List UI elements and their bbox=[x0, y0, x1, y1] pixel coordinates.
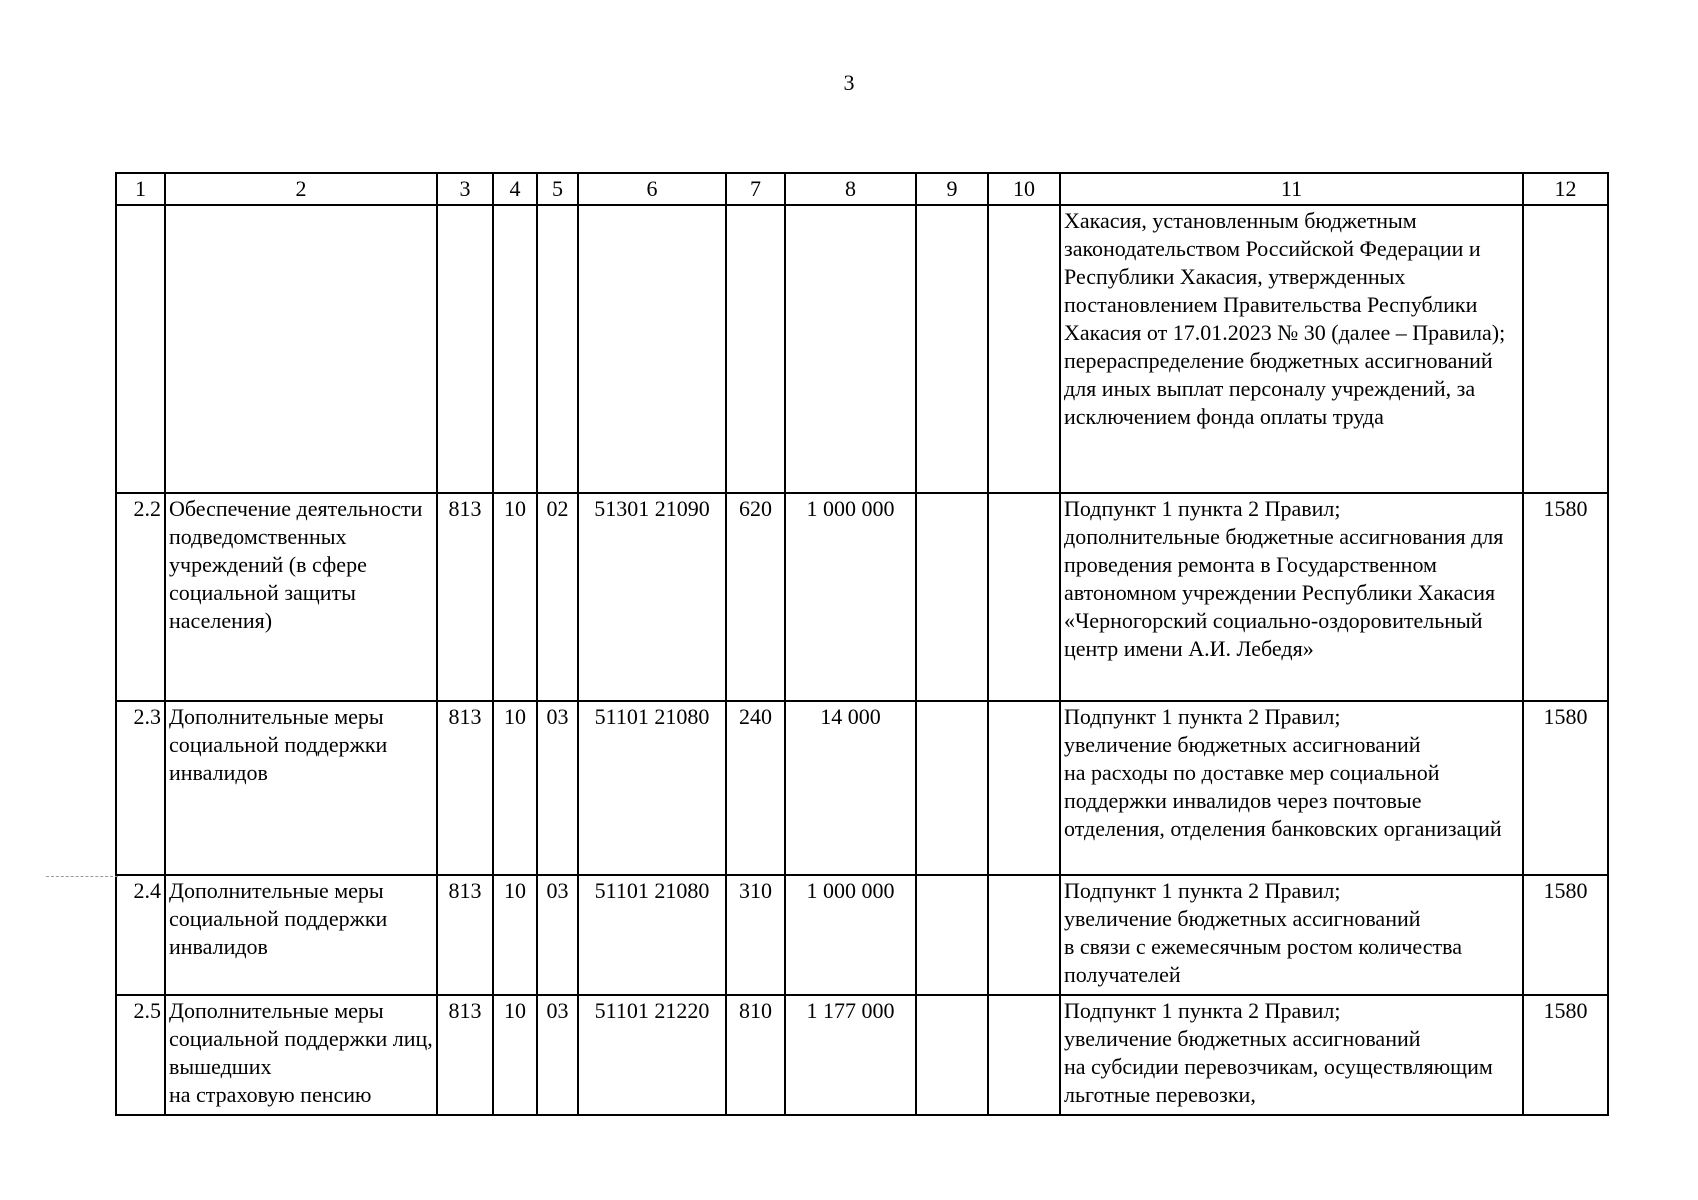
cell-item-number: 2.3 bbox=[116, 701, 165, 875]
cell-empty bbox=[726, 205, 785, 493]
cell-col10 bbox=[988, 995, 1060, 1115]
cell-col12: 1580 bbox=[1523, 995, 1608, 1115]
cell-expense-name: Дополнительные меры социальной поддержки инвалидов bbox=[165, 701, 437, 875]
budget-allocation-table bbox=[115, 172, 1609, 1116]
cell-col3: 813 bbox=[437, 875, 493, 995]
cell-item-number: 2.5 bbox=[116, 995, 165, 1115]
cell-col7: 310 bbox=[726, 875, 785, 995]
cell-amount: 1 000 000 bbox=[785, 493, 916, 701]
cell-empty bbox=[785, 205, 916, 493]
cell-justification: Хакасия, установленным бюджетным законодательством Российской Федерации и Республики Хакасия, утвержденных постановлением Правительства Республики Хакасия от 17.01.2023 № 30 (далее – Правила); перераспределение бюджетных ассигнований для иных выплат персоналу учреждений, за исключением фонда оплаты труда bbox=[1060, 205, 1523, 493]
registration-stamp bbox=[46, 876, 118, 1087]
column-header: 1 bbox=[116, 173, 165, 205]
cell-col4: 10 bbox=[493, 875, 537, 995]
cell-col7: 810 bbox=[726, 995, 785, 1115]
cell-col3: 813 bbox=[437, 701, 493, 875]
cell-empty bbox=[116, 205, 165, 493]
cell-col7: 620 bbox=[726, 493, 785, 701]
column-header: 11 bbox=[1060, 173, 1523, 205]
cell-col5: 03 bbox=[537, 875, 578, 995]
column-header: 9 bbox=[916, 173, 988, 205]
cell-justification: Подпункт 1 пункта 2 Правил; увеличение бюджетных ассигнований в связи с ежемесячным ростом количества получателей bbox=[1060, 875, 1523, 995]
cell-col9 bbox=[916, 701, 988, 875]
column-header: 3 bbox=[437, 173, 493, 205]
cell-col10 bbox=[988, 493, 1060, 701]
cell-col10 bbox=[988, 701, 1060, 875]
cell-amount: 1 000 000 bbox=[785, 875, 916, 995]
cell-col12: 1580 bbox=[1523, 875, 1608, 995]
table-row bbox=[116, 875, 1608, 995]
cell-item-number: 2.2 bbox=[116, 493, 165, 701]
cell-col12: 1580 bbox=[1523, 701, 1608, 875]
cell-expense-name: Дополнительные меры социальной поддержки лиц, вышедших на страховую пенсию bbox=[165, 995, 437, 1115]
cell-empty bbox=[988, 205, 1060, 493]
cell-col6: 51101 21080 bbox=[578, 875, 726, 995]
table-row bbox=[116, 995, 1608, 1115]
cell-col5: 03 bbox=[537, 995, 578, 1115]
cell-justification: Подпункт 1 пункта 2 Правил; увеличение бюджетных ассигнований на субсидии перевозчикам, осуществляющим льготные перевозки, bbox=[1060, 995, 1523, 1115]
cell-expense-name: Обеспечение деятельности подведомственных учреждений (в сфере социальной защиты населения) bbox=[165, 493, 437, 701]
cell-col6: 51101 21220 bbox=[578, 995, 726, 1115]
cell-amount: 1 177 000 bbox=[785, 995, 916, 1115]
column-header: 7 bbox=[726, 173, 785, 205]
table-row-continuation bbox=[116, 205, 1608, 493]
cell-justification: Подпункт 1 пункта 2 Правил; дополнительные бюджетные ассигнования для проведения ремонта в Государственном автономном учреждении Республики Хакасия «Черногорский социально-оздоровительный центр имени А.И. Лебедя» bbox=[1060, 493, 1523, 701]
cell-justification: Подпункт 1 пункта 2 Правил; увеличение бюджетных ассигнований на расходы по доставке мер социальной поддержки инвалидов через почтовые отделения, отделения банковских организаций bbox=[1060, 701, 1523, 875]
column-header: 5 bbox=[537, 173, 578, 205]
cell-empty bbox=[537, 205, 578, 493]
cell-col6: 51301 21090 bbox=[578, 493, 726, 701]
cell-empty bbox=[493, 205, 537, 493]
cell-col10 bbox=[988, 875, 1060, 995]
cell-col3: 813 bbox=[437, 493, 493, 701]
cell-col4: 10 bbox=[493, 701, 537, 875]
column-header: 2 bbox=[165, 173, 437, 205]
cell-col7: 240 bbox=[726, 701, 785, 875]
cell-col6: 51101 21080 bbox=[578, 701, 726, 875]
cell-item-number: 2.4 bbox=[116, 875, 165, 995]
cell-col9 bbox=[916, 875, 988, 995]
cell-empty bbox=[165, 205, 437, 493]
column-header: 8 bbox=[785, 173, 916, 205]
cell-col5: 03 bbox=[537, 701, 578, 875]
cell-col4: 10 bbox=[493, 995, 537, 1115]
table-header-row bbox=[116, 173, 1608, 205]
cell-col9 bbox=[916, 493, 988, 701]
cell-amount: 14 000 bbox=[785, 701, 916, 875]
column-header: 12 bbox=[1523, 173, 1608, 205]
cell-col12: 1580 bbox=[1523, 493, 1608, 701]
cell-col3: 813 bbox=[437, 995, 493, 1115]
column-header: 10 bbox=[988, 173, 1060, 205]
cell-empty bbox=[578, 205, 726, 493]
cell-empty bbox=[916, 205, 988, 493]
page-number: 3 bbox=[843, 70, 855, 95]
column-header: 6 bbox=[578, 173, 726, 205]
column-header: 4 bbox=[493, 173, 537, 205]
cell-col5: 02 bbox=[537, 493, 578, 701]
cell-col9 bbox=[916, 995, 988, 1115]
table-row bbox=[116, 493, 1608, 701]
cell-expense-name: Дополнительные меры социальной поддержки инвалидов bbox=[165, 875, 437, 995]
cell-empty bbox=[1523, 205, 1608, 493]
cell-col4: 10 bbox=[493, 493, 537, 701]
cell-empty bbox=[437, 205, 493, 493]
table-row bbox=[116, 701, 1608, 875]
